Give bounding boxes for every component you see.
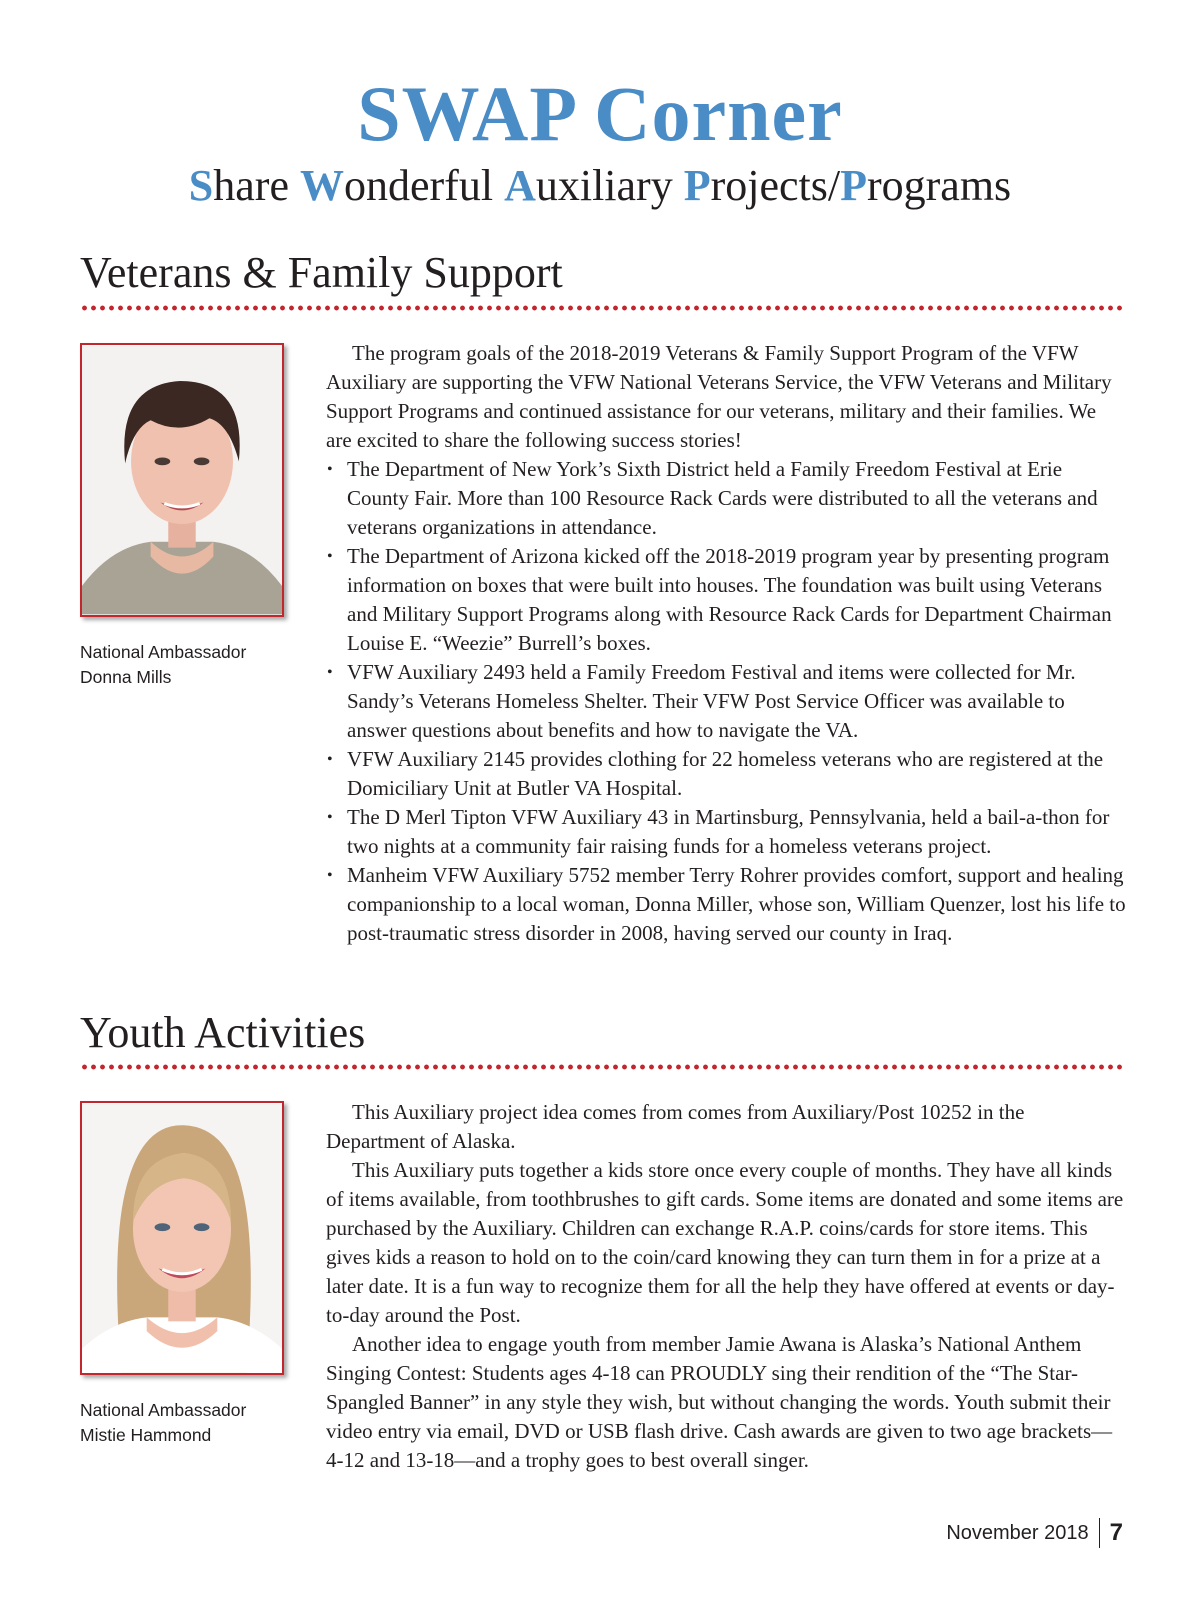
list-item: • VFW Auxiliary 2145 provides clothing for 22 homeless veterans who are registered at the Domiciliary Unit at Butler VA Hospital. xyxy=(326,745,1126,803)
list-item: • VFW Auxiliary 2493 held a Family Freedom Festival and items were collected for Mr. Sandy’s Veterans Homeless Shelter. Their VFW Post Service Officer was available to answer questions about benefits and how to navigate the VA. xyxy=(326,658,1126,745)
list-item: • The Department of New York’s Sixth District held a Family Freedom Festival at Erie County Fair. More than 100 Resource Rack Cards were distributed to all the veterans and veterans organizations in attendance. xyxy=(326,455,1126,542)
subtitle-word-share: hare xyxy=(213,161,300,210)
veterans-body xyxy=(326,339,1126,948)
subtitle-initial-w: W xyxy=(300,161,344,210)
mistie-hammond-photo xyxy=(80,1101,284,1375)
page-number: 7 xyxy=(1109,1519,1123,1546)
page-title: SWAP Corner xyxy=(357,70,843,157)
subtitle-word-programs: rograms xyxy=(867,161,1012,210)
veterans-success-list xyxy=(326,455,1126,948)
subtitle-word-auxiliary: uxiliary xyxy=(535,161,684,210)
list-item: • Manheim VFW Auxiliary 5752 member Terry Rohrer provides comfort, support and healing companionship to a local woman, Donna Miller, whose son, William Quenzer, lost his life to post-traumatic stress disorder in 2008, having served our county in Iraq. xyxy=(326,861,1126,948)
youth-dotted-divider xyxy=(80,1064,1122,1070)
subtitle-word-projects: rojects/ xyxy=(710,161,841,210)
issue-date: November 2018 xyxy=(946,1521,1089,1544)
subtitle-initial-s: S xyxy=(188,161,214,210)
masthead xyxy=(0,70,1200,212)
youth-body xyxy=(326,1098,1126,1475)
footer-divider xyxy=(1099,1518,1100,1548)
subtitle-word-wonderful: onderful xyxy=(344,161,505,210)
youth-section-heading: Youth Activities xyxy=(80,1008,366,1057)
youth-paragraph: Another idea to engage youth from member Jamie Awana is Alaska’s National Anthem Singing Contest: Students ages 4-18 can PROUDLY sing their rendition of the “The Star-Spangled Banner” in any style they wish, but without changing the words. Youth submit their video entry via email, DVD or USB flash drive. Cash awards are given to two age brackets—4-12 and 13-18—and a trophy goes to best overall singer. xyxy=(326,1332,1113,1472)
page-subtitle xyxy=(0,160,1200,212)
caption-name: Mistie Hammond xyxy=(80,1425,212,1445)
subtitle-initial-a: A xyxy=(504,161,536,210)
veterans-intro-paragraph: The program goals of the 2018-2019 Veterans & Family Support Program of the VFW Auxiliary are supporting the VFW National Veterans Service, the VFW Veterans and Military Support Programs and continued assistance for our veterans, military and their families. We are excited to share the following success stories! xyxy=(326,341,1112,452)
portrait-woman-short-dark-hair xyxy=(82,345,282,615)
youth-paragraph: This Auxiliary project idea comes from comes from Auxiliary/Post 10252 in the Department of Alaska. xyxy=(326,1100,1025,1153)
veterans-section-heading: Veterans & Family Support xyxy=(80,248,563,297)
caption-title: National Ambassador xyxy=(80,642,247,662)
list-item: • The D Merl Tipton VFW Auxiliary 43 in Martinsburg, Pennsylvania, held a bail-a-thon for two nights at a community fair raising funds for a homeless veterans project. xyxy=(326,803,1126,861)
caption-title: National Ambassador xyxy=(80,1400,247,1420)
veterans-dotted-divider xyxy=(80,305,1122,311)
caption-name: Donna Mills xyxy=(80,667,172,687)
list-item: • The Department of Arizona kicked off the 2018-2019 program year by presenting program information on boxes that were built into houses. The foundation was built using Veterans and Military Support Programs along with Resource Rack Cards for Department Chairman Louise E. “Weezie” Burrell’s boxes. xyxy=(326,542,1126,658)
subtitle-initial-p1: P xyxy=(683,161,711,210)
portrait-woman-blonde-hair xyxy=(82,1103,282,1373)
subtitle-initial-p2: P xyxy=(840,161,867,210)
page-footer xyxy=(946,1518,1123,1548)
youth-paragraph: This Auxiliary puts together a kids store once every couple of months. They have all kinds of items available, from toothbrushes to gift cards. Some items are donated and some items are purchased by the Auxiliary. Children can exchange R.A.P. coins/cards for store items. This gives kids a reason to hold on to the coin/card knowing they can turn them in for a prize at a later date. It is a fun way to recognize them for all the help they have offered at events or day-to-day around the Post. xyxy=(326,1158,1124,1327)
donna-mills-photo xyxy=(80,343,284,617)
donna-mills-caption xyxy=(80,640,300,690)
mistie-hammond-caption xyxy=(80,1398,300,1448)
